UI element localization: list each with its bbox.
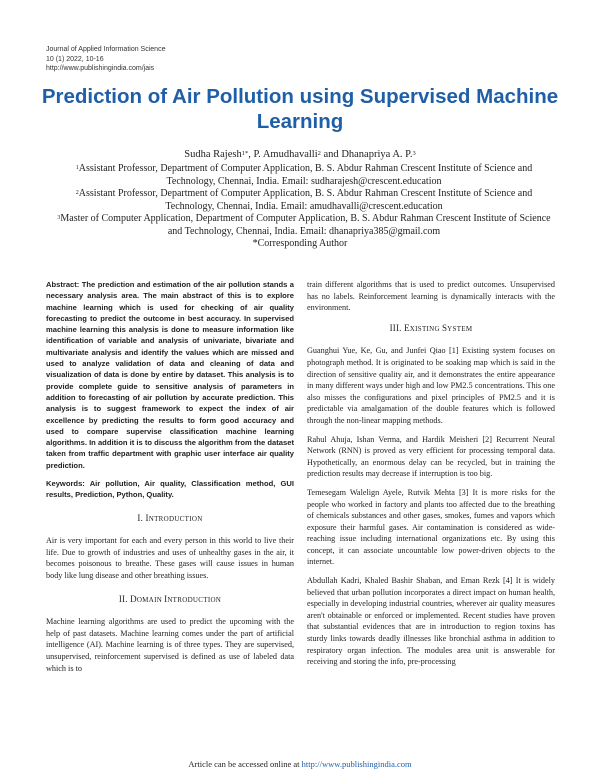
paper-title: Prediction of Air Pollution using Supervised Machine Learning	[41, 85, 559, 133]
corresponding-author: *Corresponding Author	[252, 238, 348, 249]
author-name: Dhanapriya A. P.	[341, 149, 413, 160]
section-heading-existing-system	[307, 323, 555, 336]
affiliation-1	[54, 162, 554, 188]
existing-paragraph: Abdullah Kadri, Khaled Bashir Shaban, and Eman Rezk [4] It is widely believed that urban pollution incorporates a direct impact on human health, especially in developing industrial countries, wherever air quality measures aren't obtainable or enforced or implemented. Recent studies have proven that substantial evidences that are in introduction to region toxins has sturdy links towards deadly illnesses like bronchial asthma in addition to respiratory organ infection. The modules area unit is answerable for receiving and storing the info, pre-processing	[307, 576, 555, 667]
section-rest: NTRODUCTION	[148, 514, 203, 523]
affiliation-sup: 1	[75, 165, 79, 171]
section-initial: S	[441, 322, 448, 333]
section-heading-introduction	[46, 513, 294, 526]
section-rest: XISTING	[409, 324, 442, 333]
footer-link[interactable]: http://www.publishingindia.com	[301, 759, 412, 769]
section-heading-domain	[46, 594, 294, 607]
journal-url[interactable]: http://www.publishingindia.com/jais	[46, 65, 155, 72]
section-rest: OMAIN	[136, 595, 165, 604]
journal-name: Journal of Applied Information Science	[46, 46, 166, 53]
domain-paragraph-continued: train different algorithms that is used to predict outcomes. Unsupervised has no labels. Reinforcement learning is dynamically interacts with the environment.	[307, 280, 555, 313]
section-number: I.	[137, 512, 146, 523]
existing-paragraph: Guanghui Yue, Ke, Gu, and Junfei Qiao [1] Existing system focuses on photograph method. It is originated to be soaking map which is said in the direction of sensitive quality air, and it demonstrates the entire appearance in many different ways under high and low PM2.5 concentrations. This one also misses the configurations and pixel principles of PM2.5 and it is predictable via amalgamation of the double features which is followed through the non-linear mapping methods.	[307, 346, 555, 425]
author-separator: ,	[248, 149, 254, 160]
section-rest: NTRODUCTION	[167, 595, 222, 604]
affiliation-text: Master of Computer Application, Department of Computer Application, B. S. Abdur Rahman Crescent Institute of Science and Technology, Chennai, India. Email: dhanapriya385@gmail.com	[60, 213, 551, 237]
author-sup: 2	[317, 150, 321, 157]
existing-paragraph: Temesegam Walelign Ayele, Rutvik Mehta [3] It is more risks for the people who worked in factory and plants too affected due to the breathing of chemicals substances and other gases, smokes, fumes and vapors which exposure their harmful gases. Air contamination is considered as wide-reaching issue including international organizations etc. By using this concept, it can associate uncountable low power-driven objects to the internet.	[307, 487, 555, 567]
author-separator: and	[320, 149, 342, 160]
section-number: II.	[118, 593, 131, 604]
left-column	[46, 279, 294, 681]
keywords: Keywords: Air pollution, Air quality, Classification method, GUI results, Prediction, Python, Quality.	[46, 479, 294, 500]
affiliation-2	[54, 187, 554, 213]
journal-header	[46, 45, 346, 74]
author-list	[46, 148, 554, 161]
affiliation-text: Assistant Professor, Department of Computer Application, B. S. Abdur Rahman Crescent Institute of Science and Technology, Chennai, India. Email: amudhavalli@crescent.education	[78, 188, 533, 212]
domain-paragraph: Machine learning algorithms are used to predict the upcoming with the help of past datasets. Machine learning comes under the part of artificial intelligence (AI). Machine learning is of three types. They are supervised, unsupervised, reinforcement supervised is defined as use of labeled data which is to	[46, 617, 294, 673]
author-name: Sudha Rajesh	[184, 149, 242, 160]
section-number: III.	[389, 322, 405, 333]
affiliation-sup: 3	[57, 215, 61, 221]
affiliation-3	[54, 212, 554, 238]
affiliation-text: Assistant Professor, Department of Computer Application, B. S. Abdur Rahman Crescent Institute of Science and Technology, Chennai, India. Email: sudharajesh@crescent.education	[78, 163, 533, 187]
author-sup: 1*	[241, 150, 249, 157]
existing-paragraph: Rahul Ahuja, Ishan Verma, and Hardik Meisheri [2] Recurrent Neural Network (RNN) is proved as very efficient for processing temporal data. Hypothetically, an enormous delay can be recycled, but in training the prediction results may decrease if interruption is too big.	[307, 434, 555, 479]
footer-text: Article can be accessed online at	[188, 759, 302, 769]
introduction-paragraph: Air is very important for each and every person in this world to live their life. Due to growth of industries and uses of unhealthy gases in the air, it becomes poisonous to breathe. These gases will cause issues in human body like lung disease and other breathing issues.	[46, 536, 294, 581]
right-column	[307, 279, 555, 675]
section-initial: I	[145, 512, 149, 523]
journal-issue: 10 (1) 2022, 10-16	[46, 55, 104, 63]
author-name: P. Amudhavalli	[253, 149, 318, 160]
section-initial: E	[404, 322, 410, 333]
abstract: Abstract: The prediction and estimation of the air pollution stands a necessary analysis area. The main abstract of this is to explore machine learning which is used for checking of air quality forecasting to predict the outcome in best accuracy. In supervised machine learning this analysis is done to measure information like identification of variable and analysis of univariate, bivariate and multivariate analysis and identify the values which are missed and used to analyze validation of data and cleaning of data and visualization of data is done by entire by dataset. This analysis is to provide complete guide to sensitive analysis of parameters in addition to forecasting of air pollution by accurate prediction. This analysis is to suggest framework to expect the index of air excellence by predicting the results to form good accuracy and used to compare supervise classification machine learning algorithms. In addition it is to discuss the algorithm from the dataset taken from traffic department with graphic user interface air quality prediction.	[46, 280, 294, 470]
section-initial: I	[164, 593, 168, 604]
affiliation-sup: 2	[75, 190, 79, 196]
author-sup: 3	[412, 150, 416, 157]
footer	[0, 759, 600, 769]
section-rest: YSTEM	[447, 324, 473, 333]
section-initial: D	[130, 593, 137, 604]
